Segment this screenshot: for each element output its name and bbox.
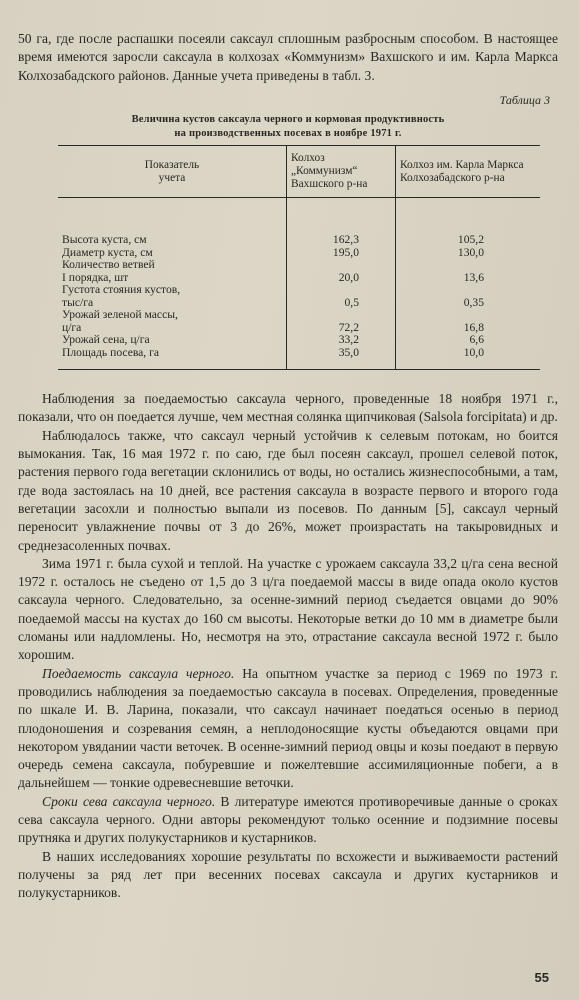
document-page (18, 30, 558, 903)
table-row (58, 284, 540, 297)
table-row (58, 334, 540, 347)
row-label: Густота стояния кустов, (62, 283, 181, 297)
paragraph-4-heading: Поедаемость саксаула черного. (42, 665, 235, 681)
row-value-kommunizm (287, 259, 396, 272)
paragraph-5-text: В литературе имеются противоречивые данные о сроках сева саксаула черного. Одни авторы рекомендуют только осенние и подзимние посевы прутняка и других полукустарников и кустарников. (18, 793, 558, 846)
table-title-line1: Величина кустов саксаула черного и кормовая продуктивность (131, 114, 445, 126)
row-label: Диаметр куста, см (62, 245, 153, 259)
row-value-kommunizm: 20,0 (287, 272, 396, 285)
paragraph-4 (18, 665, 558, 793)
row-value-kommunizm: 72,2 (287, 322, 396, 335)
row-value-kommunizm: 33,2 (287, 334, 396, 347)
header-indicator-line1: Показатель (144, 158, 200, 171)
table-row (58, 259, 540, 272)
row-value-kommunizm (287, 284, 396, 297)
header-kolkhoz-kommunizm: Колхоз „Коммунизм“ Вахшского р-на (287, 146, 396, 198)
data-table (58, 145, 540, 370)
paragraph-2: Наблюдалось также, что саксаул черный устойчив к селевым потокам, но боится вымокания. Так, 16 мая 1972 г. по саю, где был посеян саксаул, прошел селевой поток, растения первого года вегетации склонились от воды, но остались жизнеспособными, а там, где вода застоялась на 10 дней, все растения саксаула в возрасте первого и второго года вегетации засохли и полностью выпали из посевов. По данным [5], саксаул черный переносит увлажнение почвы от 3 до 26%, может произрастать на такыровидных и среднезасоленных почвах. (18, 427, 558, 553)
row-label: тыс/га (62, 295, 94, 309)
row-value-karl-marx: 105,2 (396, 198, 541, 247)
row-label: I порядка, шт (62, 270, 129, 284)
row-value-karl-marx (396, 309, 541, 322)
row-value-kommunizm: 0,5 (287, 297, 396, 310)
paragraph-5 (18, 793, 558, 848)
row-value-karl-marx (396, 284, 541, 297)
row-value-kommunizm: 195,0 (287, 247, 396, 260)
row-value-kommunizm (287, 309, 396, 322)
table-row (58, 198, 540, 247)
row-label: Площадь посева, га (58, 347, 287, 370)
header-indicator-line2: учета (158, 171, 186, 184)
row-label: Урожай зеленой массы, (62, 308, 178, 322)
paragraph-3: Зима 1971 г. была сухой и теплой. На участке с урожаем саксаула 33,2 ц/га сена весной 1972 г. осталось не съедено от 1,5 до 3 ц/га поедаемой массы в виде опада около кустов саксаула черного. Следовательно, за осенне-зимний период съедается овцами до 90% поедаемой массы на кустах до 160 см высоты. Некоторые ветки до 10 мм в диаметре были сломаны или надломлены. Но, несмотря на это, отрастание саксаула весной 1972 г. было хорошим. (18, 555, 558, 663)
paragraph-5-heading: Сроки сева саксаула черного. (42, 793, 216, 809)
row-value-karl-marx: 10,0 (396, 347, 541, 370)
paragraph-6: В наших исследованиях хорошие результаты по всхожести и выживаемости растений получены за ряд лет при весенних посевах саксаула и других кустарников и полукустарников. (18, 848, 558, 901)
table-row (58, 347, 540, 370)
row-label: ц/га (62, 320, 82, 334)
row-value-karl-marx (396, 259, 541, 272)
row-value-karl-marx: 130,0 (396, 247, 541, 260)
row-value-kommunizm: 162,3 (287, 198, 396, 247)
table-row (58, 309, 540, 322)
paragraph-4-text: На опытном участке за период с 1969 по 1973 г. проводились наблюдения за поедаемостью саксаула в посевах. Определения, проведенные по шкале И. В. Ларина, показали, что саксаул начинает поедаться осенью в период плодоношения и созревания семян, а неплодоносящие кусты объедаются овцами при некотором увядании части веточек. В осенне-зимний период овцы и козы поедают в первую очередь семена саксаула, побуревшие и пожелтевшие ассимиляционные побеги, а в дальнейшем — тонкие одревесневшие веточки. (18, 665, 558, 791)
intro-paragraph: 50 га, где после распашки посеяли саксаул сплошным разбросным способом. В настоящее время имеются заросли саксаула в колхозах «Коммунизм» Вахшского и им. Карла Маркса Колхозабадского районов. Данные учета приведены в табл. 3. (18, 31, 558, 83)
row-label: Урожай сена, ц/га (62, 333, 150, 347)
row-value-kommunizm: 35,0 (287, 347, 396, 370)
row-value-karl-marx: 0,35 (396, 297, 541, 310)
table-header-row (58, 146, 540, 198)
table-label: Таблица 3 (499, 92, 550, 107)
row-label: Высота куста, см (62, 233, 147, 247)
table-title (38, 113, 538, 141)
row-value-karl-marx: 13,6 (396, 272, 541, 285)
page-number: 55 (534, 970, 549, 985)
table-title-line2: на производственных посевах в ноябре 1971 г. (174, 128, 402, 140)
row-value-karl-marx: 6,6 (396, 334, 541, 347)
row-label: Количество ветвей (62, 258, 155, 272)
paragraph-1: Наблюдения за поедаемостью саксаула черного, проведенные 18 ноября 1971 г., показали, что он поедается лучше, чем местная солянка щипчиковая (Salsola forcipitata) и др. (18, 391, 558, 425)
row-value-karl-marx: 16,8 (396, 322, 541, 335)
header-indicator (58, 146, 287, 198)
header-kolkhoz-karl-marx: Колхоз им. Карла Маркса Колхозабадского р-на (396, 146, 541, 198)
